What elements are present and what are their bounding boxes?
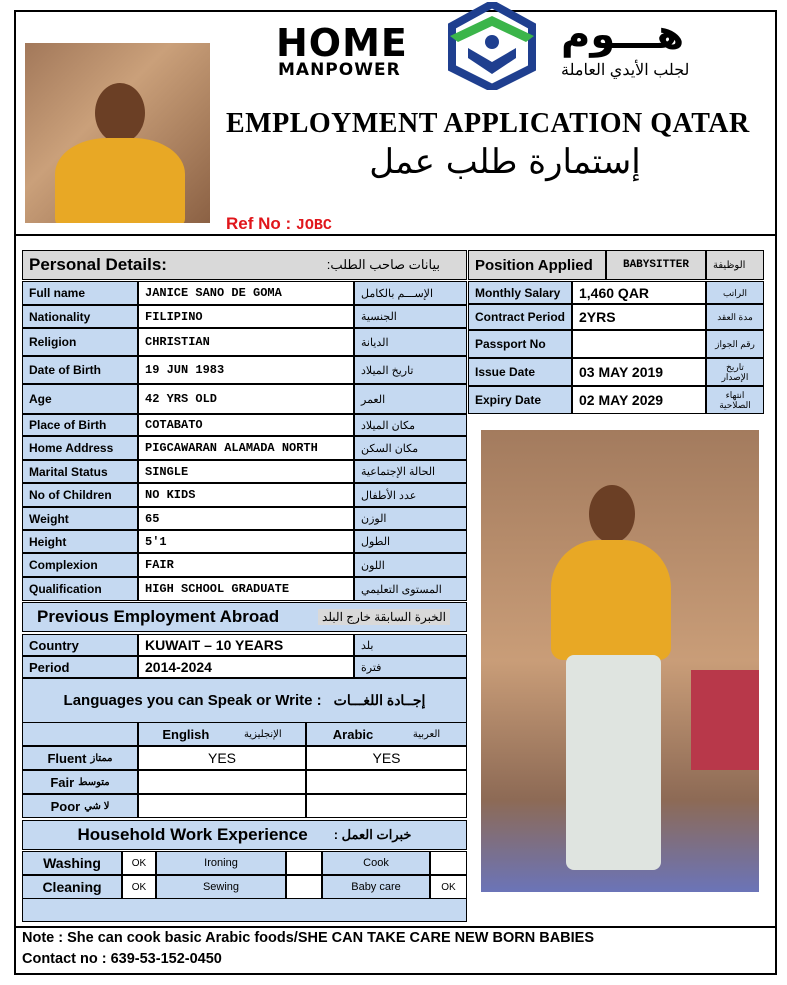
position-label: Issue Date (468, 358, 572, 386)
ref-code: JOBC (295, 217, 332, 234)
personal-value: PIGCAWARAN ALAMADA NORTH (138, 436, 354, 460)
footer-note: Note : She can cook basic Arabic foods/SHE CAN TAKE CARE NEW BORN BABIES (22, 930, 595, 946)
language-level-ar: متوسط (78, 776, 110, 788)
personal-value: HIGH SCHOOL GRADUATE (138, 577, 354, 601)
personal-label: Qualification (22, 577, 138, 601)
position-label-ar: تاريخ الإصدار (706, 358, 764, 386)
language-level-label (22, 794, 138, 818)
household-blank-row (22, 898, 467, 922)
household-task-value: OK (122, 851, 156, 875)
language-level-label (22, 746, 138, 770)
personal-label-ar: الديانة (354, 328, 467, 356)
personal-label-ar: مكان الميلاد (354, 414, 467, 436)
household-task-value: OK (430, 875, 467, 899)
ref-label: Ref No : (226, 214, 292, 233)
personal-label: Height (22, 530, 138, 553)
employment-heading-ar: الخبرة السابقة خارج البلد (318, 609, 450, 625)
personal-label-ar: تاريخ الميلاد (354, 356, 467, 384)
employment-label: Country (22, 634, 138, 656)
personal-label-ar: عدد الأطفال (354, 483, 467, 507)
lang-arabic-label: Arabic (332, 726, 374, 742)
employment-value: 2014-2024 (138, 656, 354, 678)
employment-heading-en: Previous Employment Abroad (37, 607, 280, 626)
portrait-photo (25, 43, 210, 223)
languages-heading (22, 678, 467, 722)
household-task: Cook (322, 851, 430, 875)
lang-col-english (138, 722, 306, 746)
personal-label: Nationality (22, 305, 138, 328)
household-heading (22, 820, 467, 850)
personal-label-ar: الطول (354, 530, 467, 553)
personal-value: CHRISTIAN (138, 328, 354, 356)
employment-label-ar: بلد (354, 634, 467, 656)
personal-label: Place of Birth (22, 414, 138, 436)
language-level-label (22, 770, 138, 794)
personal-label: Weight (22, 507, 138, 530)
household-heading-en: Household Work Experience (77, 825, 308, 844)
personal-label: Complexion (22, 553, 138, 577)
header-divider (14, 234, 777, 236)
personal-value: 65 (138, 507, 354, 530)
position-label: Expiry Date (468, 386, 572, 414)
personal-value: NO KIDS (138, 483, 354, 507)
employment-value: KUWAIT – 10 YEARS (138, 634, 354, 656)
logo-emblem-icon (446, 2, 538, 90)
personal-label: Religion (22, 328, 138, 356)
position-value: 2YRS (572, 304, 706, 330)
employment-label: Period (22, 656, 138, 678)
logo-arabic-name: هـــوم (561, 12, 685, 58)
language-level-en: Fair (50, 774, 75, 790)
logo-manpower-text: MANPOWER (278, 60, 401, 80)
employment-heading (22, 602, 467, 632)
household-task-value (286, 851, 322, 875)
language-arabic-value (306, 794, 467, 818)
personal-value: 5'1 (138, 530, 354, 553)
language-level-en: Poor (50, 798, 81, 814)
household-task-value: OK (122, 875, 156, 899)
language-english-value (138, 770, 306, 794)
household-heading-ar: خبرات العمل : (333, 827, 412, 842)
household-task: Sewing (156, 875, 286, 899)
lang-col-arabic (306, 722, 467, 746)
position-ar-label: الوظيفة (706, 250, 764, 280)
language-arabic-value: YES (306, 746, 467, 770)
language-english-value (138, 794, 306, 818)
position-label: Monthly Salary (468, 281, 572, 304)
position-label-ar: انتهاء الصلاحية (706, 386, 764, 414)
personal-label-ar: اللون (354, 553, 467, 577)
lang-english-label: English (162, 726, 210, 742)
personal-label-ar: مكان السكن (354, 436, 467, 460)
company-logo (276, 2, 726, 92)
personal-label: Date of Birth (22, 356, 138, 384)
personal-label-ar: الجنسية (354, 305, 467, 328)
position-value: 03 MAY 2019 (572, 358, 706, 386)
position-value: 1,460 QAR (572, 281, 706, 304)
position-value: BABYSITTER (606, 250, 706, 280)
lang-arabic-label-ar: العربية (412, 728, 441, 740)
position-label-ar: مدة العقد (706, 304, 764, 330)
personal-value: COTABATO (138, 414, 354, 436)
personal-label: Home Address (22, 436, 138, 460)
personal-label-ar: الوزن (354, 507, 467, 530)
personal-value: 42 YRS OLD (138, 384, 354, 414)
personal-label: Marital Status (22, 460, 138, 483)
personal-value: SINGLE (138, 460, 354, 483)
language-arabic-value (306, 770, 467, 794)
language-english-value: YES (138, 746, 306, 770)
personal-value: FAIR (138, 553, 354, 577)
footer-contact: Contact no : 639-53-152-0450 (22, 951, 222, 967)
personal-label: Age (22, 384, 138, 414)
employment-label-ar: فترة (354, 656, 467, 678)
languages-heading-en: Languages you can Speak or Write : (63, 692, 322, 709)
position-value: 02 MAY 2029 (572, 386, 706, 414)
personal-value: FILIPINO (138, 305, 354, 328)
personal-label-ar: الإســـم بالكامل (354, 281, 467, 305)
position-value (572, 330, 706, 358)
household-task: Ironing (156, 851, 286, 875)
personal-details-heading (22, 250, 467, 280)
position-applied-heading: Position Applied (468, 250, 606, 280)
ref-number (226, 214, 332, 234)
personal-label-ar: العمر (354, 384, 467, 414)
language-level-ar: ممتاز (90, 752, 113, 764)
personal-heading-en: Personal Details: (29, 255, 167, 274)
personal-label-ar: الحالة الإجتماعية (354, 460, 467, 483)
title-english: EMPLOYMENT APPLICATION QATAR (226, 108, 750, 139)
lang-col-blank (22, 722, 138, 746)
position-label-ar: رقم الجواز (706, 330, 764, 358)
logo-home-text: HOME (276, 21, 408, 65)
household-task: Washing (22, 851, 122, 875)
language-level-en: Fluent (47, 750, 87, 766)
personal-heading-ar: بيانات صاحب الطلب: (326, 257, 440, 272)
lang-english-label-ar: الإنجليزية (243, 728, 282, 740)
personal-label: Full name (22, 281, 138, 305)
household-task: Baby care (322, 875, 430, 899)
personal-label-ar: المستوى التعليمي (354, 577, 467, 601)
position-label: Passport No (468, 330, 572, 358)
logo-arabic-tagline: لجلب الأيدي العاملة (561, 62, 690, 79)
languages-heading-ar: إجــادة اللغـــات (333, 692, 426, 708)
personal-value: 19 JUN 1983 (138, 356, 354, 384)
household-task: Cleaning (22, 875, 122, 899)
household-task-value (286, 875, 322, 899)
position-label: Contract Period (468, 304, 572, 330)
title-arabic: إستمارة طلب عمل (369, 142, 641, 182)
language-level-ar: لا شي (84, 800, 110, 812)
personal-value: JANICE SANO DE GOMA (138, 281, 354, 305)
household-task-value (430, 851, 467, 875)
personal-label: No of Children (22, 483, 138, 507)
full-body-photo (481, 430, 759, 892)
position-label-ar: الراتب (706, 281, 764, 304)
